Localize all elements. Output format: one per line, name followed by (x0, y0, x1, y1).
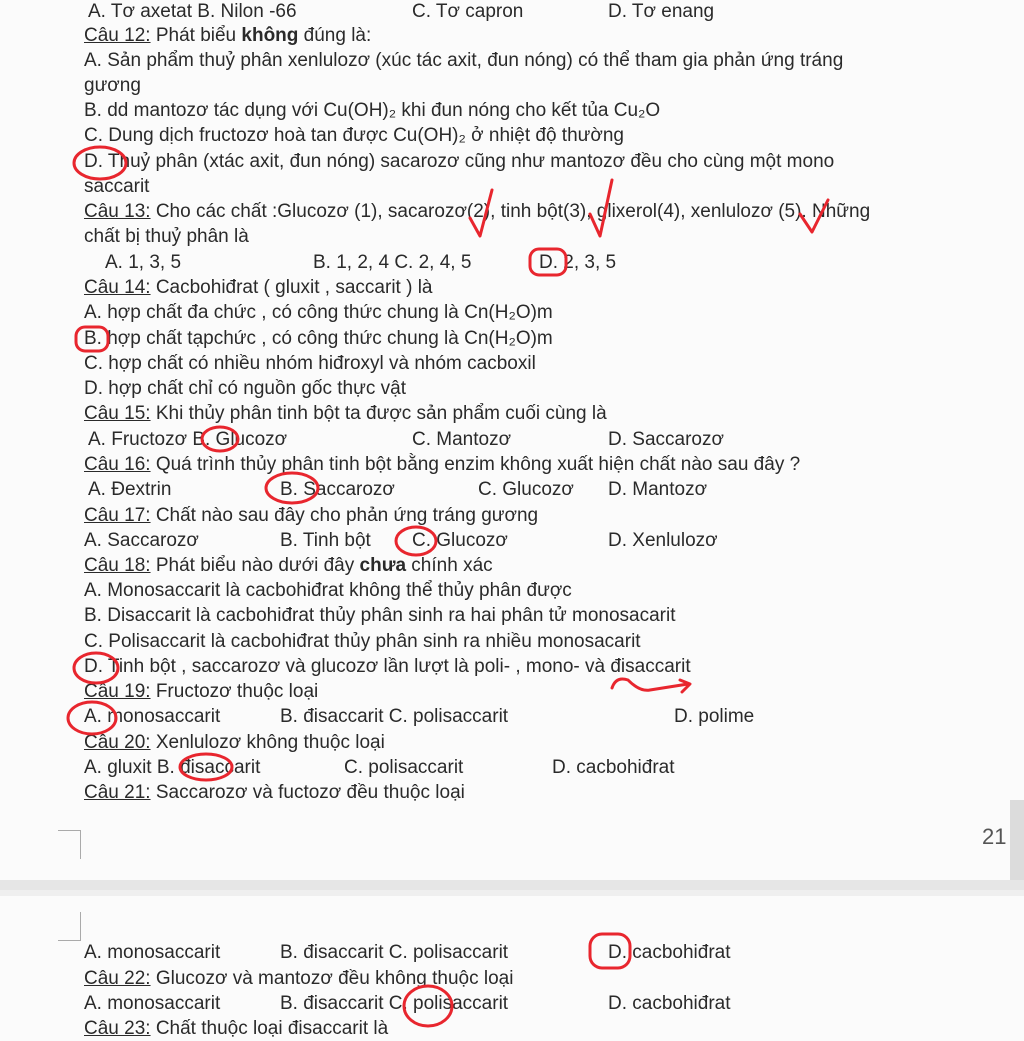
option: A. Đextrin (88, 479, 172, 500)
page-corner-mark (58, 830, 81, 859)
text-line: A. Monosaccarit là cacbohiđrat không thể thủy phân được (84, 580, 572, 601)
question-number: Câu 14: (84, 277, 151, 298)
option: C. Glucozơ (412, 530, 508, 551)
question-number: Câu 12: (84, 25, 151, 46)
emphasis: không (241, 25, 299, 46)
question-heading (84, 553, 493, 578)
question-text: đúng là: (298, 25, 372, 46)
emphasis: chưa (359, 555, 407, 576)
question-number: Câu 13: (84, 201, 151, 222)
question-number: Câu 20: (84, 732, 151, 753)
question-text: Phát biểu (150, 25, 242, 46)
option: A. 1, 3, 5 (105, 252, 182, 273)
question-text: Khi thủy phân tinh bột ta được sản phẩm cuối cùng là (150, 403, 607, 424)
text-line: A. hợp chất đa chức , có công thức chung là Cn(H₂O)m (84, 302, 553, 323)
question-text: Phát biểu nào dưới đây (150, 555, 360, 576)
text-line: D. hợp chất chỉ có nguồn gốc thực vật (84, 378, 406, 399)
option: A. monosaccarit (84, 993, 221, 1014)
option: B. Saccarozơ (280, 479, 395, 500)
option: C. polisaccarit (344, 757, 464, 778)
option: B. Tinh bột (280, 530, 371, 551)
question-text: Fructozơ thuộc loại (150, 681, 319, 702)
option: A. Saccarozơ (84, 530, 199, 551)
text-line: saccarit (84, 176, 150, 197)
question-heading (84, 275, 433, 300)
page-break-shadow (0, 890, 1024, 896)
option: D. cacbohiđrat (552, 757, 675, 778)
question-text: Cacbohiđrat ( gluxit , saccarit ) là (150, 277, 433, 298)
text-line: chất bị thuỷ phân là (84, 226, 249, 247)
question-heading (84, 452, 800, 477)
text-line: B. Disaccarit là cacbohiđrat thủy phân sinh ra hai phân tử monosacarit (84, 605, 676, 626)
question-text: Chất nào sau đây cho phản ứng tráng gương (150, 505, 539, 526)
option: B. đisaccarit C. polisaccarit (280, 993, 509, 1014)
question-number: Câu 22: (84, 968, 151, 989)
question-number: Câu 15: (84, 403, 151, 424)
question-heading (84, 679, 318, 704)
option: A. monosaccarit (84, 942, 221, 963)
question-number: Câu 18: (84, 555, 151, 576)
swap-arrow (612, 679, 690, 692)
option: B. đisaccarit C. polisaccarit (280, 706, 509, 727)
question-heading (84, 503, 538, 528)
option: C. Glucozơ (478, 479, 574, 500)
question-text: chính xác (406, 555, 493, 576)
question-text: Xenlulozơ không thuộc loại (150, 732, 385, 753)
question-text: Glucozơ và mantozơ đều không thuộc loại (150, 968, 514, 989)
question-text: Chất thuộc loại đisaccarit là (150, 1018, 389, 1039)
option: D. Xenlulozơ (608, 530, 718, 551)
option: B. đisaccarit C. polisaccarit (280, 942, 509, 963)
question-number: Câu 16: (84, 454, 151, 475)
question-text: Cho các chất :Glucozơ (1), sacarozơ(2), tinh bột(3), glixerol(4), xenlulozơ (5). Những (150, 201, 871, 222)
text-line: C. hợp chất có nhiều nhóm hiđroxyl và nhóm cacboxil (84, 353, 536, 374)
text-line: A. Sản phẩm thuỷ phân xenlulozơ (xúc tác axit, đun nóng) có thể tham gia phản ứng tráng (84, 50, 844, 71)
option: D. 2, 3, 5 (539, 252, 617, 273)
option: A. Fructozơ B. Glucozơ (88, 429, 288, 450)
option: A. Tơ axetat B. Nilon -66 (88, 1, 297, 22)
text-line: B. dd mantozơ tác dụng với Cu(OH)₂ khi đun nóng cho kết tủa Cu₂O (84, 100, 661, 121)
question-heading (84, 780, 465, 805)
option: D. Mantozơ (608, 479, 708, 500)
question-heading (84, 1016, 388, 1041)
option: C. Mantozơ (412, 429, 512, 450)
page-number: 21 (982, 824, 1007, 849)
option: D. cacbohiđrat (608, 942, 731, 963)
question-number: Câu 21: (84, 782, 151, 803)
question-text: Saccarozơ và fuctozơ đều thuộc loại (150, 782, 465, 803)
option: C. Tơ capron (412, 1, 524, 22)
text-line: C. Dung dịch fructozơ hoà tan được Cu(OH)₂ ở nhiệt độ thường (84, 125, 624, 146)
page-corner-mark (58, 912, 81, 941)
question-text: Quá trình thủy phân tinh bột bằng enzim không xuất hiện chất nào sau đây ? (150, 454, 801, 475)
text-line: D. Thuỷ phân (xtác axit, đun nóng) sacarozơ cũng như mantozơ đều cho cùng một mono (84, 151, 835, 172)
text-line: gương (84, 75, 141, 96)
text-line: D. Tinh bột , saccarozơ và glucozơ lần lượt là poli- , mono- và đisaccarit (84, 656, 691, 677)
page-break (0, 880, 1024, 890)
question-number: Câu 17: (84, 505, 151, 526)
text-line: B. hợp chất tạpchức , có công thức chung là Cn(H₂O)m (84, 328, 553, 349)
question-heading (84, 23, 371, 48)
page-edge (1010, 800, 1024, 890)
option: A. gluxit B. đisaccarit (84, 757, 261, 778)
question-number: Câu 23: (84, 1018, 151, 1039)
option: B. 1, 2, 4 C. 2, 4, 5 (313, 252, 472, 273)
question-heading (84, 730, 385, 755)
option: D. Tơ enang (608, 1, 715, 22)
question-number: Câu 19: (84, 681, 151, 702)
option: D. polime (674, 706, 755, 727)
option: D. Saccarozơ (608, 429, 724, 450)
option: A. monosaccarit (84, 706, 221, 727)
option: D. cacbohiđrat (608, 993, 731, 1014)
question-heading (84, 199, 870, 224)
text-line: C. Polisaccarit là cacbohiđrat thủy phân sinh ra nhiều monosacarit (84, 631, 641, 652)
question-heading (84, 401, 607, 426)
question-heading (84, 966, 513, 991)
